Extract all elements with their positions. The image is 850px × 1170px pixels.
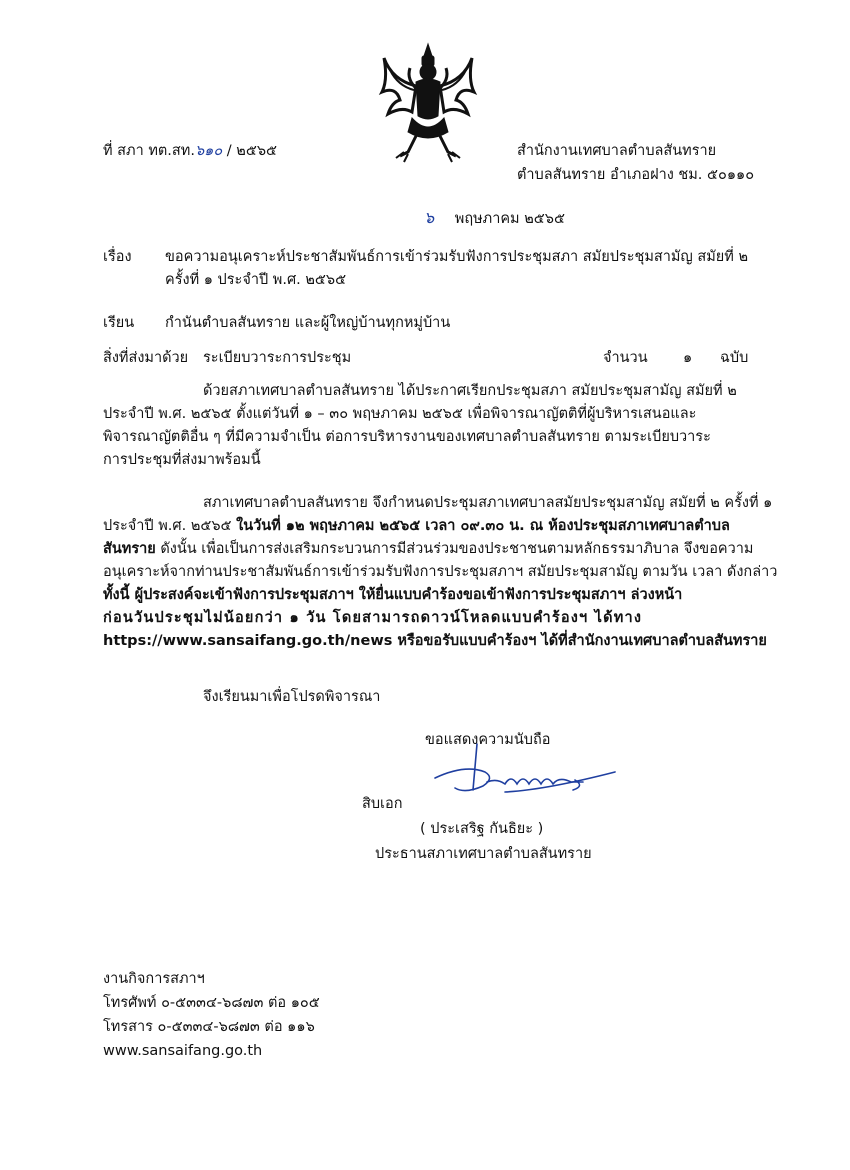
closing-request: จึงเรียนมาเพื่อโปรดพิจารณา bbox=[203, 689, 381, 705]
handwritten-signature bbox=[425, 738, 625, 808]
document-date bbox=[424, 207, 565, 230]
footer-website: www.sansaifang.go.th bbox=[103, 1043, 263, 1059]
office-name: สำนักงานเทศบาลตำบลสันทราย bbox=[517, 143, 717, 159]
paragraph-1-line: การประชุมที่ส่งมาพร้อมนี้ bbox=[103, 452, 261, 468]
date-handwritten-day: ๖ bbox=[424, 208, 435, 227]
paragraph-2-line-bold: ทั้งนี้ ผู้ประสงค์จะเข้าฟังการประชุมสภาฯ ให้ยื่นแบบคำร้องขอเข้าฟังการประชุมสภาฯ ล่วงหน้า bbox=[103, 587, 683, 603]
body-paragraph-1 bbox=[103, 380, 755, 472]
body-paragraph-2 bbox=[103, 492, 778, 653]
enclosure-label: สิ่งที่ส่งมาด้วย bbox=[103, 350, 189, 366]
office-address: ตำบลสันทราย อำเภอฝาง ชม. ๕๐๑๑๐ bbox=[517, 167, 755, 183]
paragraph-1-line: ด้วยสภาเทศบาลตำบลสันทราย ได้ประกาศเรียกประชุมสภา สมัยประชุมสามัญ สมัยที่ ๒ bbox=[203, 383, 737, 399]
subject-line-2: ครั้งที่ ๑ ประจำปี พ.ศ. ๒๕๖๕ bbox=[165, 272, 347, 288]
enclosure-text: ระเบียบวาระการประชุม bbox=[203, 350, 352, 366]
meeting-location-end: สันทราย bbox=[103, 541, 156, 557]
date-month-year: พฤษภาคม ๒๕๖๕ bbox=[454, 211, 565, 227]
signatory-rank: สิบเอก bbox=[362, 796, 403, 812]
subject-line-1: ขอความอนุเคราะห์ประชาสัมพันธ์การเข้าร่วมรับฟังการประชุมสภา สมัยประชุมสามัญ สมัยที่ ๒ bbox=[165, 249, 749, 265]
paragraph-2-line: สภาเทศบาลตำบลสันทราย จึงกำหนดประชุมสภาเทศบาลสมัยประชุมสามัญ สมัยที่ ๒ ครั้งที่ ๑ bbox=[203, 495, 773, 511]
paragraph-2-line bbox=[103, 515, 755, 538]
meeting-datetime-location: ในวันที่ ๑๒ พฤษภาคม ๒๕๖๕ เวลา ๐๙.๓๐ น. ณ ห้องประชุมสภาเทศบาลตำบล bbox=[236, 518, 730, 534]
recipient-text: กำนันตำบลสันทราย และผู้ใหญ่บ้านทุกหมู่บ้าน bbox=[165, 315, 451, 331]
subject-label: เรื่อง bbox=[103, 249, 132, 265]
paragraph-1-line: พิจารณาญัตติอื่น ๆ ที่มีความจำเป็น ต่อการบริหารงานของเทศบาลตำบลสันทราย ตามระเบียบวาระ bbox=[103, 429, 711, 445]
enclosure-unit: ฉบับ bbox=[720, 350, 749, 366]
paragraph-1-line: ประจำปี พ.ศ. ๒๕๖๕ ตั้งแต่วันที่ ๑ – ๓๐ พฤษภาคม ๒๕๖๕ เพื่อพิจารณาญัตติที่ผู้บริหารเสนอและ bbox=[103, 406, 697, 422]
reference-handwritten-number: ๖๑๐ bbox=[194, 143, 223, 159]
paragraph-2-line-bold: ก่อนวันประชุมไม่น้อยกว่า ๑ วัน โดยสามารถดาวน์โหลดแบบคำร้องฯ ได้ทาง bbox=[103, 610, 643, 626]
recipient-label: เรียน bbox=[103, 315, 135, 331]
footer-fax: โทรสาร ๐-๕๓๓๔-๖๘๗๓ ต่อ ๑๑๖ bbox=[103, 1019, 315, 1035]
signatory-position: ประธานสภาเทศบาลตำบลสันทราย bbox=[375, 846, 592, 862]
paragraph-2-text: ดังนั้น เพื่อเป็นการส่งเสริมกระบวนการมีส่วนร่วมของประชาชนตามหลักธรรมาภิบาล จึงขอความ bbox=[155, 541, 754, 557]
paragraph-2-line: อนุเคราะห์จากท่านประชาสัมพันธ์การเข้าร่วมรับฟังการประชุมสภาฯ สมัยประชุมสามัญ ตามวัน เวลา ดังกล่าว bbox=[103, 564, 778, 580]
garuda-emblem-icon bbox=[378, 40, 478, 164]
enclosure-qty-label: จำนวน bbox=[603, 350, 648, 366]
paragraph-2-line bbox=[103, 538, 755, 561]
paragraph-2-text: ประจำปี พ.ศ. ๒๕๖๕ bbox=[103, 518, 237, 534]
reference-number bbox=[103, 140, 277, 162]
signatory-name: ( ประเสริฐ กันธิยะ ) bbox=[420, 821, 544, 837]
reference-suffix: / ๒๕๖๕ bbox=[222, 143, 278, 159]
reference-prefix: ที่ สภา ทต.สท. bbox=[103, 143, 195, 159]
enclosure-qty: ๑ bbox=[683, 350, 693, 366]
closing-salutation: ขอแสดงความนับถือ bbox=[425, 732, 551, 748]
paragraph-2-line-bold: https://www.sansaifang.go.th/news หรือขอรับแบบคำร้องฯ ได้ที่สำนักงานเทศบาลตำบลสันทราย bbox=[103, 633, 767, 649]
footer-department: งานกิจการสภาฯ bbox=[103, 971, 205, 987]
footer-phone: โทรศัพท์ ๐-๕๓๓๔-๖๘๗๓ ต่อ ๑๐๕ bbox=[103, 995, 320, 1011]
